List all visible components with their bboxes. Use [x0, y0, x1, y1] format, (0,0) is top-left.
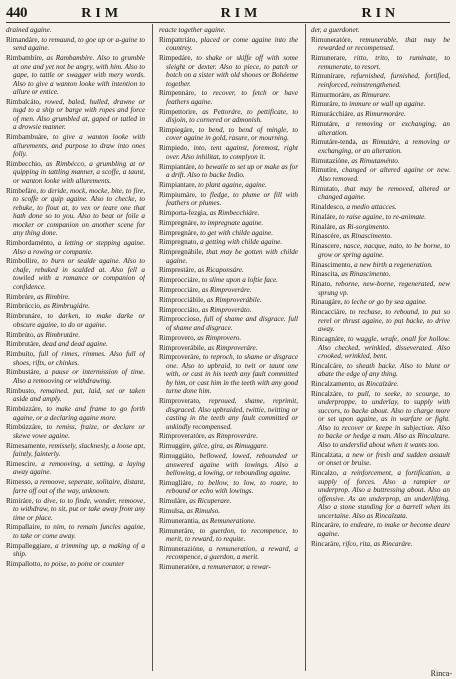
- definition: as Rimbécco, a grumbling at or quipping in tattling manner, a scoffe, a taunt, or wanton looke with allurements.: [13, 159, 145, 185]
- headword: Rimuráre,: [311, 100, 342, 109]
- dictionary-entry: [159, 219, 298, 228]
- definition: remunerable, that may be rewarded or recompensed.: [318, 35, 450, 53]
- definition: bellowed, lowed, rebounded or answered againe with lowings. Also a bellowing, a lowing, or rebounding againe.: [166, 452, 298, 478]
- definition: as Ricuperare.: [189, 497, 232, 506]
- page-number: 440: [6, 5, 27, 21]
- dictionary-entry: [311, 72, 450, 89]
- definition: rowed, baled, hulled, drawne or tugd to a ship or barge with ropes and force of men. Also grumbled at, gaped or tatled in a drowsie manner.: [13, 97, 145, 132]
- dictionary-entry: [311, 36, 450, 53]
- dictionary-entry: [6, 54, 145, 97]
- dictionary-entry: [6, 293, 145, 302]
- headword: Rimpiegáre,: [159, 125, 199, 134]
- headword: Rimpallotto,: [6, 559, 44, 568]
- headword: Rimpregnáre,: [159, 228, 201, 237]
- dictionary-entry: [6, 160, 145, 186]
- definition: to nim, to remain funcles againe, to take or come away.: [13, 523, 145, 540]
- dictionary-entry: [159, 563, 298, 572]
- definition: a remooving, a setting, a laying away againe.: [13, 459, 145, 477]
- dictionary-entry: [311, 213, 450, 222]
- definition: to bewaile to set up or make as for a drift. Also to backe Indio.: [166, 162, 298, 180]
- definition: to rechase, to rebound, to put so rerel or thrust againe, to put backe, to drive away.: [318, 308, 450, 334]
- headword: Rimurácchiáre,: [311, 110, 357, 119]
- definition: as Rambambíre. Also to grumble at one and yet not be angry, with him. Also to gape, to tattle or swagger with mery words. Also to give a wanton looke with intention to allure or entice.: [13, 54, 145, 97]
- headword: Rimpalleggiare,: [6, 541, 55, 550]
- definition: a remunerator, a rewar-: [202, 563, 271, 572]
- dictionary-entry: [311, 26, 450, 35]
- headword: Rimutíre,: [311, 166, 343, 175]
- dictionary-entry: [159, 54, 298, 88]
- definition: to bellow, to low, to roare, to rebound or echo with lowings.: [166, 478, 298, 496]
- definition: as Rimutaménto.: [351, 156, 400, 165]
- headword: Rinascere,: [311, 242, 344, 251]
- dictionary-entry: [159, 36, 298, 53]
- dictionary-entry: [6, 36, 145, 53]
- headword: Rincagnáre,: [311, 335, 348, 344]
- definition: as Rimprovero.: [197, 333, 242, 342]
- headword: Rincalzo,: [311, 469, 343, 478]
- dictionary-entry: [6, 239, 145, 256]
- definition: to bend, to bend of mingle, to cover againe in gold, rasure, or mourning.: [166, 125, 298, 143]
- dictionary-entry: [6, 368, 145, 385]
- headword: Rimbusto,: [6, 386, 41, 395]
- definition: to get with childe againe.: [200, 228, 273, 237]
- headword: Rimpregnáre,: [159, 218, 201, 227]
- page-header: [6, 2, 450, 23]
- dictionary-entry: [311, 91, 450, 100]
- headword: Rimuneratóre,: [159, 563, 203, 572]
- dictionary-entry: [311, 380, 450, 389]
- definition: der, a guerdoner.: [311, 26, 360, 34]
- dictionary-entry: [159, 344, 298, 353]
- definition: as Rimproveráto.: [201, 305, 252, 314]
- definition: to impregnate againe.: [200, 218, 264, 227]
- definition: to endeare, to make or become deare againe.: [318, 521, 450, 538]
- definition: into, tent against, foremost, right over. Also inhilitat, to complyon it.: [166, 144, 298, 161]
- definition: to burn or sealde againe. Also to chafe, rebuked in scalded at. Also fell a towiled with a romance or companion of confidence.: [13, 257, 145, 291]
- headword: Rimurmoráre,: [311, 90, 354, 99]
- definition: a getting with childe againe.: [200, 238, 283, 247]
- headword: Rinascita,: [311, 270, 342, 279]
- headword: Rimuneráre,: [159, 526, 200, 535]
- definition: dead and dead againe.: [42, 340, 108, 349]
- dictionary-entry: [311, 157, 450, 166]
- definition: a letting or stepping againe. Also a rowing or companie.: [13, 239, 145, 256]
- definition: as Rimulso.: [186, 506, 221, 515]
- definition: placed or come againe into the countrey.: [166, 35, 298, 53]
- dictionary-entry: [6, 331, 145, 340]
- dictionary-entry: [6, 257, 145, 291]
- definition: as Rimproveráre.: [208, 432, 258, 441]
- headword: Rimprocciáre,: [159, 276, 202, 285]
- definition: as Rimbrugiáre.: [43, 302, 90, 311]
- dictionary-entry: [311, 54, 450, 71]
- definition: reacte together againe.: [159, 26, 226, 34]
- running-head-right: RIN: [361, 6, 400, 21]
- dictionary-entry: [159, 126, 298, 143]
- headword: Rimpiedo,: [159, 144, 194, 153]
- dictionary-entry: [311, 390, 450, 450]
- definition: drained againe.: [6, 26, 52, 34]
- definition: a remoove, seperate, solitaire, distant, farre off out of the way, unknown.: [13, 478, 145, 495]
- definition: as Rimbire.: [37, 292, 71, 301]
- headword: Rimescire,: [6, 459, 42, 468]
- dictionary-entry: [311, 335, 450, 361]
- definition: to fledge, to plume or fill with feathers or plumes.: [166, 190, 298, 208]
- headword: Rimprocciáto,: [159, 305, 202, 314]
- headword: Rimpiantare,: [159, 180, 199, 189]
- headword: Rimbrúccio,: [6, 302, 44, 311]
- definition: to leche or go by sea againe.: [344, 298, 427, 307]
- headword: Rimutato,: [311, 184, 345, 193]
- definition: to pull, to seeke, to scourge, to underproppe, to underlay, to supply with succors, to backe about. Also to charge more or set upon againe, as in warfare or fight. Also to recover or keepe in subjection. Also to backe or hedge a man. Also as Rincalzare. Also to underslid about when it wants too.: [318, 389, 450, 449]
- definition: to reproch, to shame or disgrace one. Also to upbraid, to twit or taunt one with, or cast in his teeth any fault committed by him, or cast him in the teeth with any good turne done him.: [166, 353, 298, 396]
- definition: to give a wanton looke with allurements, and purpose to draw into ones folly.: [13, 133, 145, 159]
- definition: reborne, new-borne, regenerated, new sprung vp.: [318, 280, 450, 297]
- definition: a new birth a regeneration.: [354, 260, 433, 269]
- headword: Rinaugáre,: [311, 298, 345, 307]
- dictionary-entry: [6, 523, 145, 540]
- running-head-center: RIM: [220, 6, 262, 21]
- headword: Rimunerare,: [311, 54, 354, 63]
- definition: gilce, gira, as Rimuggare.: [193, 442, 269, 451]
- headword: Rincalzamento,: [311, 380, 358, 389]
- dictionary-entry: [311, 232, 450, 241]
- definition: ritto, trito, to ruminate, to remunerate, to resort.: [318, 54, 450, 71]
- headword: Rincalcáre,: [311, 361, 347, 370]
- headword: Rimbordaménto,: [6, 239, 58, 248]
- headword: Rimbúzzáre,: [6, 405, 47, 414]
- headword: Rimiráre,: [6, 496, 36, 505]
- headword: Rimuneratóre,: [311, 35, 360, 44]
- headword: Rimbustáre,: [6, 368, 45, 377]
- dictionary-entry: [159, 334, 298, 343]
- definition: full of rimes, rimmes. Also full of shoes, rifts, or chinkes.: [13, 350, 145, 367]
- dictionary-entry: [159, 26, 298, 35]
- dictionary-entry: [159, 276, 298, 285]
- headword: Rimuláre,: [159, 497, 190, 506]
- headword: Rimpiumáre,: [159, 190, 201, 199]
- definition: that may be removed, altered or changed againe.: [318, 184, 450, 202]
- dictionary-entry: [6, 387, 145, 404]
- dictionary-entry: [159, 545, 298, 562]
- headword: Rimpedáre,: [159, 54, 197, 63]
- headword: Rinato,: [311, 280, 336, 289]
- dictionary-entry: [311, 540, 450, 549]
- headword: Rimproverato,: [159, 397, 209, 406]
- definition: to darken, to make darke or obscure againe, to do or againe.: [13, 312, 145, 329]
- dictionary-entry: [159, 507, 298, 516]
- definition: a reinforcement, a fortification, a supply of forces. Also a rampier or underprop. Also a buttressing about. Also an offensive. As an underprop, an underlifting. Also a stone standing for a barrell when its uncertaine. Also as Rincalzata.: [318, 469, 450, 520]
- headword: Rimpregnato,: [159, 238, 201, 247]
- headword: Rimbrúto,: [6, 330, 38, 339]
- dictionary-entry: [159, 248, 298, 265]
- definition: as Rinascimento.: [341, 270, 391, 279]
- dictionary-entry: [311, 203, 450, 212]
- running-head-left: RIM: [81, 6, 123, 21]
- dictionary-entry: [311, 469, 450, 520]
- definition: to poise, to point or counter: [43, 559, 125, 568]
- dictionary-entry: [6, 26, 145, 35]
- dictionary-entry: [159, 163, 298, 180]
- headword: Rimbrunáre,: [6, 312, 48, 321]
- headword: Rimbuíto,: [6, 350, 39, 359]
- headword: Rimporta-fezgia,: [159, 208, 210, 217]
- definition: as Pettoráre, to pettificate, to disjoin, to cornered or admonish.: [166, 107, 298, 125]
- dictionary-entry: [6, 478, 145, 495]
- dictionary-entry: [159, 266, 298, 275]
- dictionary-entry: [159, 442, 298, 451]
- dictionary-entry: [311, 110, 450, 119]
- headword: Rimbrutáre,: [6, 340, 43, 349]
- dictionary-entry: [6, 405, 145, 422]
- headword: Rimbollire,: [6, 257, 43, 266]
- definition: rifco, rita, as Rincaráre.: [342, 539, 413, 548]
- dictionary-entry: [311, 280, 450, 297]
- definition: as Ri-sorgimento.: [338, 222, 390, 231]
- headword: Rinaláre,: [311, 222, 339, 231]
- definition: as Rimproverábile.: [206, 295, 262, 304]
- dictionary-entry: [159, 89, 298, 106]
- definition: as Remuneratione.: [201, 516, 256, 525]
- headword: Rimuggiáto,: [159, 452, 200, 461]
- dictionary-entry: [159, 527, 298, 544]
- headword: Rimproveráre,: [159, 353, 203, 362]
- headword: Rimprocciábile,: [159, 295, 207, 304]
- dictionary-entry: [159, 315, 298, 332]
- dictionary-entry: [6, 302, 145, 311]
- dictionary-entry: [6, 312, 145, 329]
- dictionary-entry: [6, 340, 145, 349]
- definition: to make and frame to go forth againe, or a declaring againe more.: [13, 405, 145, 422]
- column-divider: [305, 24, 306, 671]
- headword: Rimpallaire,: [6, 523, 45, 532]
- dictionary-entry: [6, 133, 145, 159]
- headword: Rinaldesco,: [311, 203, 347, 212]
- headword: Rimbefáre,: [6, 186, 41, 195]
- dictionary-entry: [159, 144, 298, 161]
- definition: to guerdon, to recompence, to merit, to reward, to requite.: [166, 526, 298, 543]
- headword: Rimbecchio,: [6, 159, 46, 168]
- dictionary-entry: [311, 138, 450, 155]
- headword: Rimunírare,: [311, 72, 351, 81]
- dictionary-entry: [311, 242, 450, 259]
- headword: Rimuggire,: [159, 442, 194, 451]
- definition: as Ricaponsáre.: [197, 266, 244, 275]
- definition: remissely, slacknesly, a loose apt, faintly, fainterly.: [13, 441, 145, 459]
- definition: to remaund, to goe up or a-gaine to send againe.: [13, 35, 145, 53]
- dictionary-entry: [159, 306, 298, 315]
- dictionary-entry: [159, 108, 298, 125]
- definition: full of shame and disgrace. full of shame and disgrace.: [166, 315, 298, 332]
- definition: a pause or intermission of time. Also a remooving or withdrawing.: [13, 368, 145, 385]
- dictionary-entry: [311, 120, 450, 137]
- headword: Rinascimento,: [311, 260, 355, 269]
- definition: as Rimproveráre.: [207, 343, 258, 352]
- dictionary-entry: [6, 560, 145, 569]
- definition: to shake or skiffe off with some sleight or dexter. Also to piece, to patch or botch on a sister with old shooes or Bohéeme together.: [166, 54, 298, 88]
- headword: Rincaráre,: [311, 521, 343, 530]
- headword: Rinaláre,: [311, 212, 339, 221]
- dictionary-entry: [159, 229, 298, 238]
- headword: Rimutáre,: [311, 120, 346, 129]
- catchword: Rinca-: [430, 669, 452, 678]
- dictionary-entry: [311, 100, 450, 109]
- dictionary-entry: [159, 238, 298, 247]
- dictionary-entry: [311, 166, 450, 183]
- definition: a remuneration, a reward, a recompence, a guerdon, a merit.: [166, 544, 298, 562]
- definition: as Rimbrutáre.: [37, 330, 81, 339]
- dictionary-entry: [311, 223, 450, 232]
- headword: Rimbambuáre,: [6, 133, 53, 142]
- headword: Rimulsa,: [159, 506, 187, 515]
- definition: reproued, shame, reprimit, disgraced. Also upbraided, twittie, twitting or casting in the teeth any fault committed or unkindly recompensed.: [166, 397, 298, 431]
- definition: changed or altered againe or new. Also removed.: [318, 166, 450, 183]
- headword: Rimproverábile,: [159, 343, 208, 352]
- definition: a medio attacces.: [346, 203, 397, 212]
- definition: as Rinascimento.: [342, 232, 393, 241]
- headword: Rincalzáre,: [311, 389, 348, 398]
- dictionary-entry: [6, 442, 145, 459]
- definition: to recover, to fetch or have feathers againe.: [166, 89, 298, 106]
- headword: Rimproccioso,: [159, 315, 204, 324]
- definition: to sheath backe. Also to blunt or abate the edge of any thing.: [318, 361, 450, 379]
- definition: as Rincalzáre.: [357, 380, 399, 389]
- definition: as Rimurare.: [353, 90, 391, 99]
- definition: as Rimurmoráre.: [356, 110, 406, 119]
- dictionary-entry: [159, 452, 298, 478]
- definition: a removing or exchanging, an alteration.: [318, 120, 450, 137]
- definition: to plant againe, againe.: [198, 180, 267, 189]
- dictionary-entry: [6, 98, 145, 132]
- dictionary-entry: [159, 209, 298, 218]
- dictionary-entry: [311, 308, 450, 334]
- headword: Rincacciáre,: [311, 308, 350, 317]
- dictionary-entry: [159, 432, 298, 441]
- dictionary-entry: [311, 298, 450, 307]
- headword: Rimpattriáto,: [159, 35, 201, 44]
- headword: Rincaráre,: [311, 539, 343, 548]
- headword: Rimutazióne,: [311, 156, 352, 165]
- headword: Rimprovero,: [159, 333, 198, 342]
- dictionary-entry: [6, 423, 145, 440]
- definition: to dive, to to finde, wonder, remoove, to withdraw, to sit, put or take away from any time or place.: [13, 496, 145, 522]
- definition: as Rimutáre, a removing or exchanging, or an alteration.: [318, 138, 450, 155]
- dictionary-entry: [159, 191, 298, 208]
- headword: Rimpiantáre,: [159, 162, 199, 171]
- headword: Rimesso,: [6, 478, 35, 487]
- headword: Rincalzata,: [311, 450, 346, 459]
- headword: Rimbrúre,: [6, 292, 38, 301]
- dictionary-entry: [311, 261, 450, 270]
- dictionary-entry: [6, 350, 145, 367]
- definition: refurnished, furnished, fortified, reinforced, reinstrengthened.: [318, 72, 450, 89]
- dictionary-entry: [6, 187, 145, 238]
- definition: that may be gotten with childe againe.: [166, 248, 298, 265]
- dictionary-entry: [159, 181, 298, 190]
- definition: as Rimbecchiáre.: [209, 208, 260, 217]
- definition: to deride, mock, mocke, bite, to fire, to scoffe or quip againe. Also to checke, to rebuke, to flout at, to vex or teare one that hath done so to you. Also to beat or foile a mocker or companion on another scene for any thing done.: [13, 186, 145, 238]
- headword: Rimunerantia,: [159, 516, 202, 525]
- headword: Rimprestáre,: [159, 266, 198, 275]
- definition: a trimming up, a making of a ship.: [13, 541, 145, 559]
- dictionary-entry: [311, 451, 450, 468]
- dictionary-entry: [159, 353, 298, 396]
- definition: to slime upon a loftie face.: [201, 276, 278, 285]
- dictionary-entry: [159, 497, 298, 506]
- dictionary-entry: [311, 362, 450, 379]
- headword: Rimpennáre,: [159, 89, 202, 98]
- dictionary-entry: [6, 497, 145, 523]
- definition: to remiss, fraize, or declare or skewe vowe againe.: [13, 423, 145, 440]
- definition: a new or fresh and sudden assault or onset or bruise.: [318, 450, 450, 468]
- text-column-left: [6, 26, 145, 673]
- headword: Rimesamente,: [6, 441, 49, 450]
- headword: Rimunerazióne,: [159, 544, 209, 553]
- headword: Rimprocciáre,: [159, 286, 202, 295]
- definition: remained, put, laid, set or taken aside and amply.: [13, 386, 145, 404]
- headword: Rimugliáre,: [159, 478, 198, 487]
- dictionary-entry: [311, 270, 450, 279]
- headword: Rimpettorire,: [159, 107, 203, 116]
- headword: Rimpregnábile,: [159, 248, 207, 257]
- definition: to raise againe, to re-animate.: [338, 212, 427, 221]
- headword: Rinascére,: [311, 232, 343, 241]
- headword: Rimbalcáto,: [6, 97, 45, 106]
- headword: Rimandáre,: [6, 35, 42, 44]
- definition: nasce, nacque, nato, to be borne, to grow or spring againe.: [318, 242, 450, 259]
- dictionary-entry: [159, 397, 298, 431]
- definition: to immure or wall up againe.: [341, 100, 426, 109]
- column-divider: [152, 24, 153, 671]
- headword: Rimutáre-tenda,: [311, 138, 362, 147]
- dictionary-entry: [159, 517, 298, 526]
- dictionary-entry: [311, 521, 450, 538]
- headword: Rimproveratóre,: [159, 432, 209, 441]
- dictionary-entry: [6, 542, 145, 559]
- dictionary-entry: [311, 185, 450, 202]
- text-column-right: [311, 26, 450, 673]
- text-column-middle: [159, 26, 298, 673]
- headword: Rimbúzzáre,: [6, 423, 47, 432]
- dictionary-entry: [159, 479, 298, 496]
- dictionary-entry: [159, 286, 298, 295]
- definition: as Rimproveráre.: [201, 286, 252, 295]
- headword: Rimbambíre,: [6, 54, 47, 63]
- dictionary-entry: [6, 460, 145, 477]
- dictionary-entry: [159, 296, 298, 305]
- definition: to waggle, wrafe, onall for hollow. Also checked, wrinkled, disseverated. Also crooked, wrinkled, bent.: [318, 335, 450, 361]
